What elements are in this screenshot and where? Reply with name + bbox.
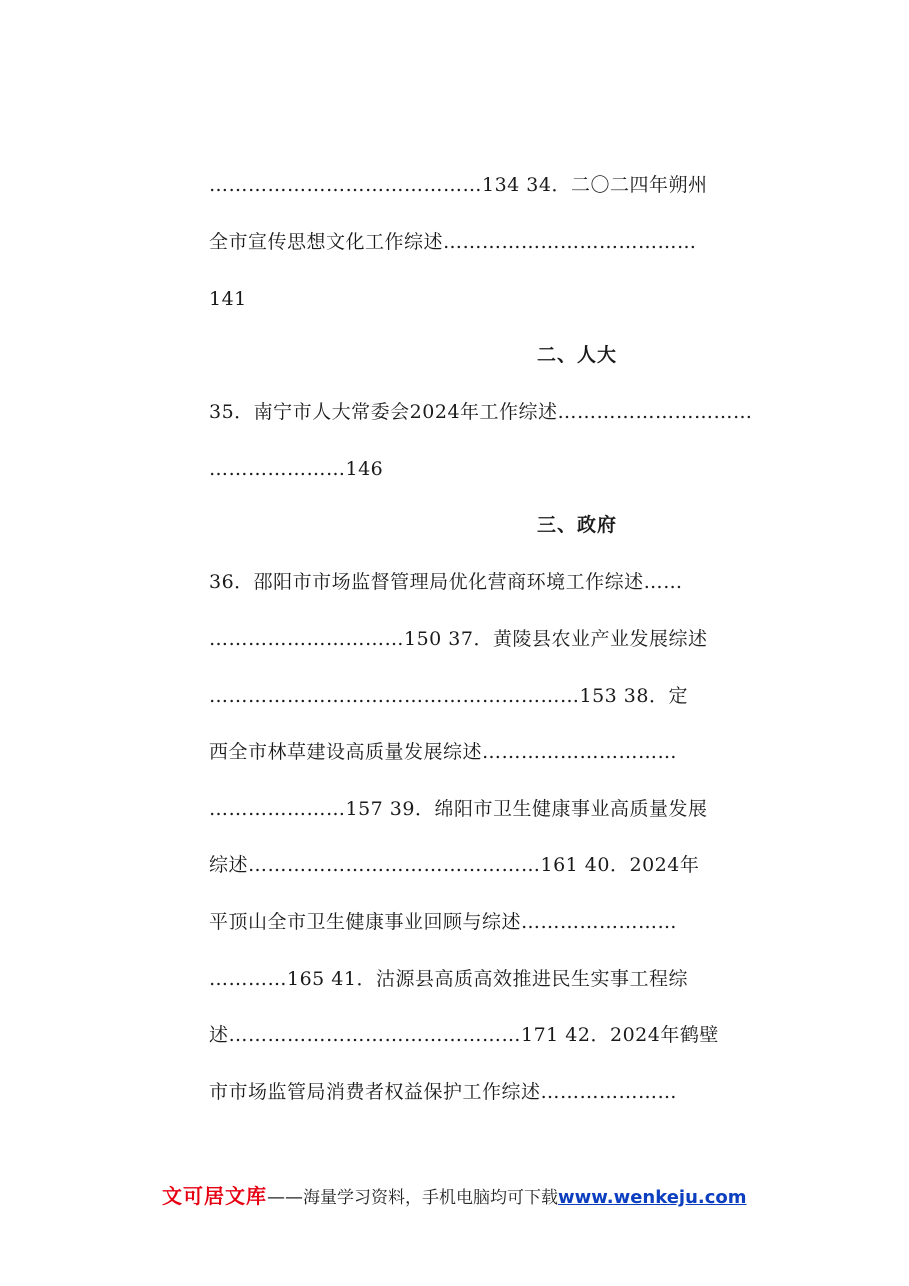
section-heading-government: 三、政府 <box>536 514 617 536</box>
toc-line: 西全市林草建设高质量发展综述………………………… <box>209 741 678 763</box>
toc-line: 36．邵阳市市场监督管理局优化营商环境工作综述…… <box>209 571 683 593</box>
toc-line: 平顶山全市卫生健康事业回顾与综述…………………… <box>209 911 678 933</box>
brand-name: 文可居文库 <box>162 1184 267 1208</box>
toc-line: 述………………………………………171 42．2024年鹤壁 <box>209 1024 719 1046</box>
toc-line: 综述………………………………………161 40．2024年 <box>209 854 700 876</box>
toc-line: 35．南宁市人大常委会2024年工作综述………………………… <box>209 401 753 423</box>
toc-line: 全市宣传思想文化工作综述………………………………… <box>209 231 697 253</box>
toc-line: ……………………………………134 34．二〇二四年朔州 <box>209 174 708 196</box>
toc-line: …………………………………………………153 38．定 <box>209 685 688 707</box>
toc-line: …………165 41．沽源县高质高效推进民生实事工程综 <box>209 968 688 990</box>
site-link[interactable]: www.wenkeju.com <box>558 1187 747 1208</box>
section-heading-npc: 二、人大 <box>536 344 617 366</box>
footer-banner <box>162 1182 747 1212</box>
toc-line: 市市场监管局消费者权益保护工作综述………………… <box>209 1081 678 1103</box>
footer-slogan: 海量学习资料，手机电脑均可下载 <box>303 1188 558 1208</box>
toc-line: …………………157 39．绵阳市卫生健康事业高质量发展 <box>209 798 708 820</box>
toc-line: …………………………150 37．黄陵县农业产业发展综述 <box>209 628 708 650</box>
toc-line: 141 <box>209 288 247 310</box>
footer-dash: —— <box>267 1187 303 1208</box>
toc-line: …………………146 <box>209 458 384 480</box>
